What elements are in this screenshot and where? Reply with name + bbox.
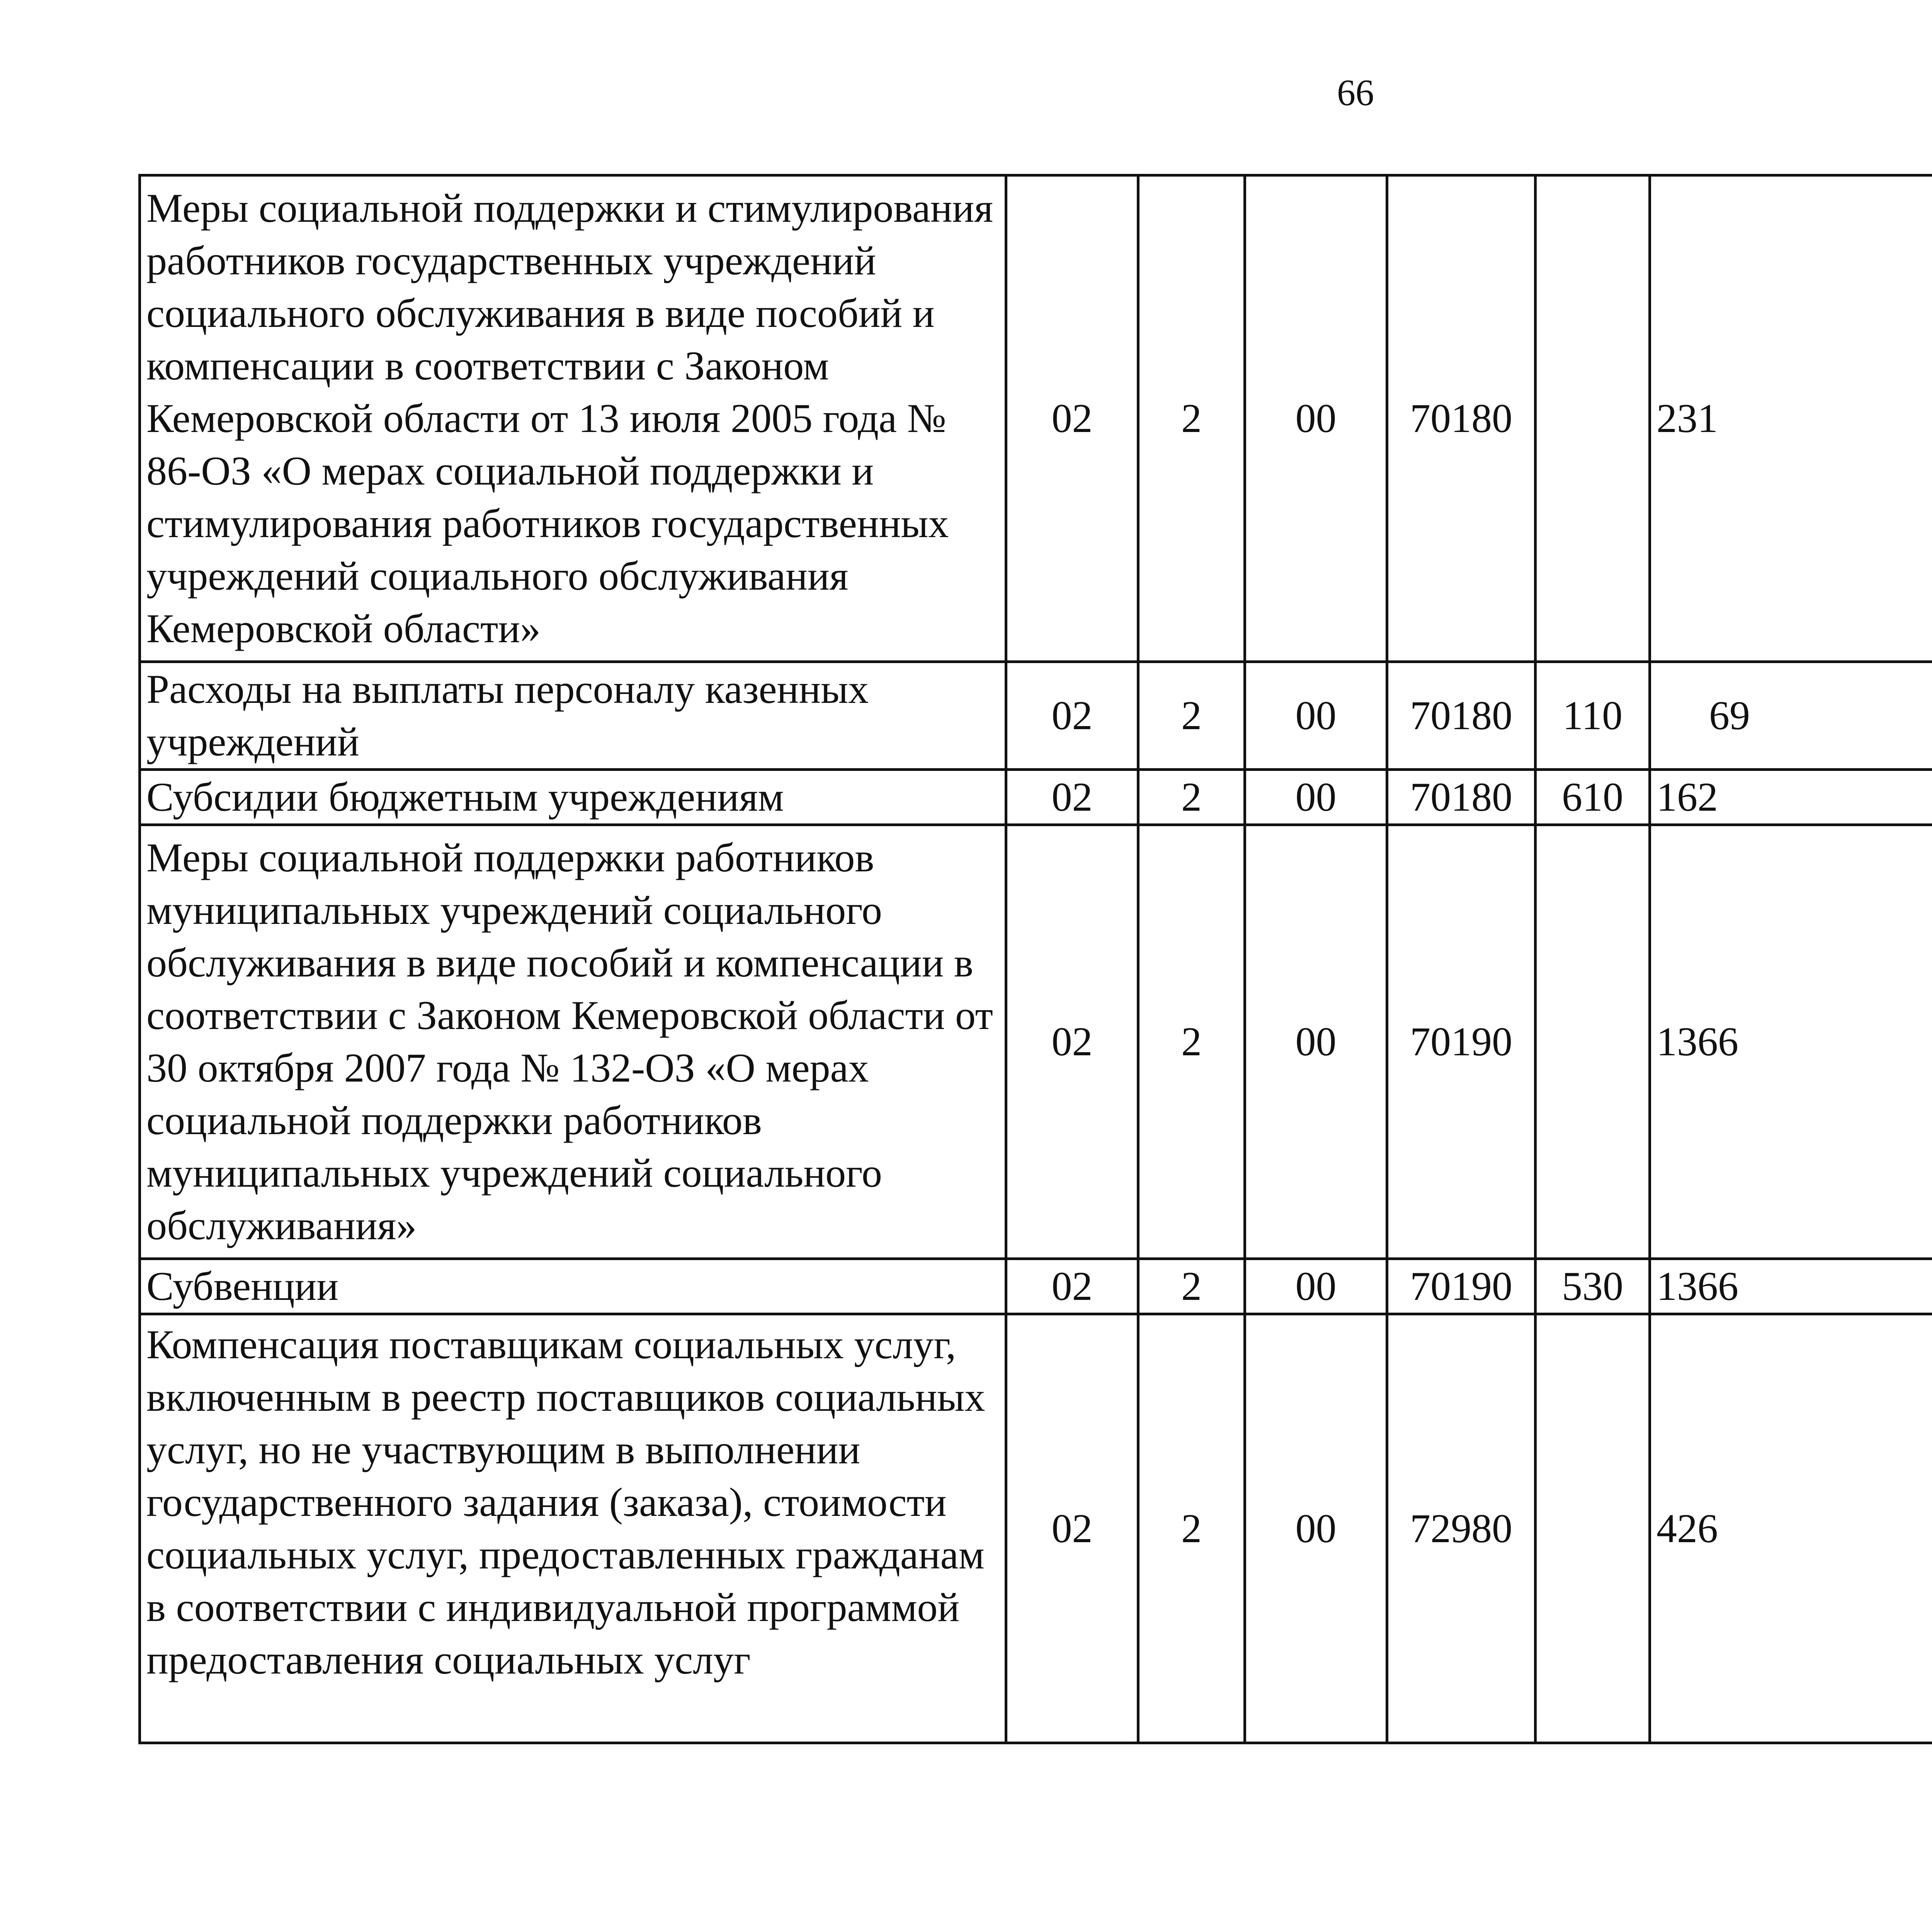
subsection-code: 2 <box>1138 1259 1245 1314</box>
subsection-code: 2 <box>1138 662 1245 770</box>
subsection-code: 2 <box>1138 825 1245 1259</box>
subsection-code: 2 <box>1138 175 1245 662</box>
row-name: Расходы на выплаты персоналу казенных учреждений <box>140 662 1006 770</box>
expense-type: 110 <box>1536 662 1650 770</box>
section-code: 02 <box>1006 662 1138 770</box>
direction-code: 00 <box>1245 825 1387 1259</box>
expense-type <box>1536 175 1650 662</box>
amount-year-1: 1366 <box>1650 1259 1932 1314</box>
section-code: 02 <box>1006 770 1138 825</box>
row-name: Меры социальной поддержки и стимулирования работников государственных учреждений социального обслуживания в виде пособий и компенсации в соответствии с Законом Кемеровской области от 13 июля 2005 года № 86-ОЗ «О мерах социальной поддержки и стимулирования работников государственных учреждений социального обслуживания Кемеровской области» <box>140 175 1006 662</box>
table-row <box>140 770 1932 825</box>
expense-code: 70180 <box>1387 175 1536 662</box>
amount-year-1: 231 <box>1650 175 1932 662</box>
expense-type <box>1536 825 1650 1259</box>
amount-year-1: 69 <box>1650 662 1932 770</box>
table-row <box>140 175 1932 662</box>
section-code: 02 <box>1006 175 1138 662</box>
amount-year-1: 1366 <box>1650 825 1932 1259</box>
section-code: 02 <box>1006 1314 1138 1743</box>
expense-type: 610 <box>1536 770 1650 825</box>
amount-year-1: 162 <box>1650 770 1932 825</box>
direction-code: 00 <box>1245 770 1387 825</box>
row-name: Компенсация поставщикам социальных услуг, включенным в реестр поставщиков социальных услуг, но не участвующим в выполнении государственного задания (заказа), стоимости социальных услуг, предоставленных гражданам в соответствии с индивидуальной программой предоставления социальных услуг <box>140 1314 1006 1743</box>
row-name: Субвенции <box>140 1259 1006 1314</box>
table-row <box>140 1314 1932 1743</box>
table-row <box>140 662 1932 770</box>
subsection-code: 2 <box>1138 1314 1245 1743</box>
expense-code: 70180 <box>1387 770 1536 825</box>
budget-table <box>138 174 1932 1744</box>
direction-code: 00 <box>1245 1259 1387 1314</box>
section-code: 02 <box>1006 1259 1138 1314</box>
row-name: Меры социальной поддержки работников муниципальных учреждений социального обслуживания в виде пособий и компенсации в соответствии с Законом Кемеровской области от 30 октября 2007 года № 132-ОЗ «О мерах социальной поддержки работников муниципальных учреждений социального обслуживания» <box>140 825 1006 1259</box>
expense-type: 530 <box>1536 1259 1650 1314</box>
expense-code: 70190 <box>1387 1259 1536 1314</box>
direction-code: 00 <box>1245 175 1387 662</box>
amount-year-1: 426 <box>1650 1314 1932 1743</box>
expense-code: 70190 <box>1387 825 1536 1259</box>
page-number: 66 <box>1337 72 1374 113</box>
direction-code: 00 <box>1245 1314 1387 1743</box>
direction-code: 00 <box>1245 662 1387 770</box>
expense-type <box>1536 1314 1650 1743</box>
expense-code: 70180 <box>1387 662 1536 770</box>
row-name: Субсидии бюджетным учреждениям <box>140 770 1006 825</box>
section-code: 02 <box>1006 825 1138 1259</box>
expense-code: 72980 <box>1387 1314 1536 1743</box>
table-row <box>140 825 1932 1259</box>
subsection-code: 2 <box>1138 770 1245 825</box>
table-row <box>140 1259 1932 1314</box>
